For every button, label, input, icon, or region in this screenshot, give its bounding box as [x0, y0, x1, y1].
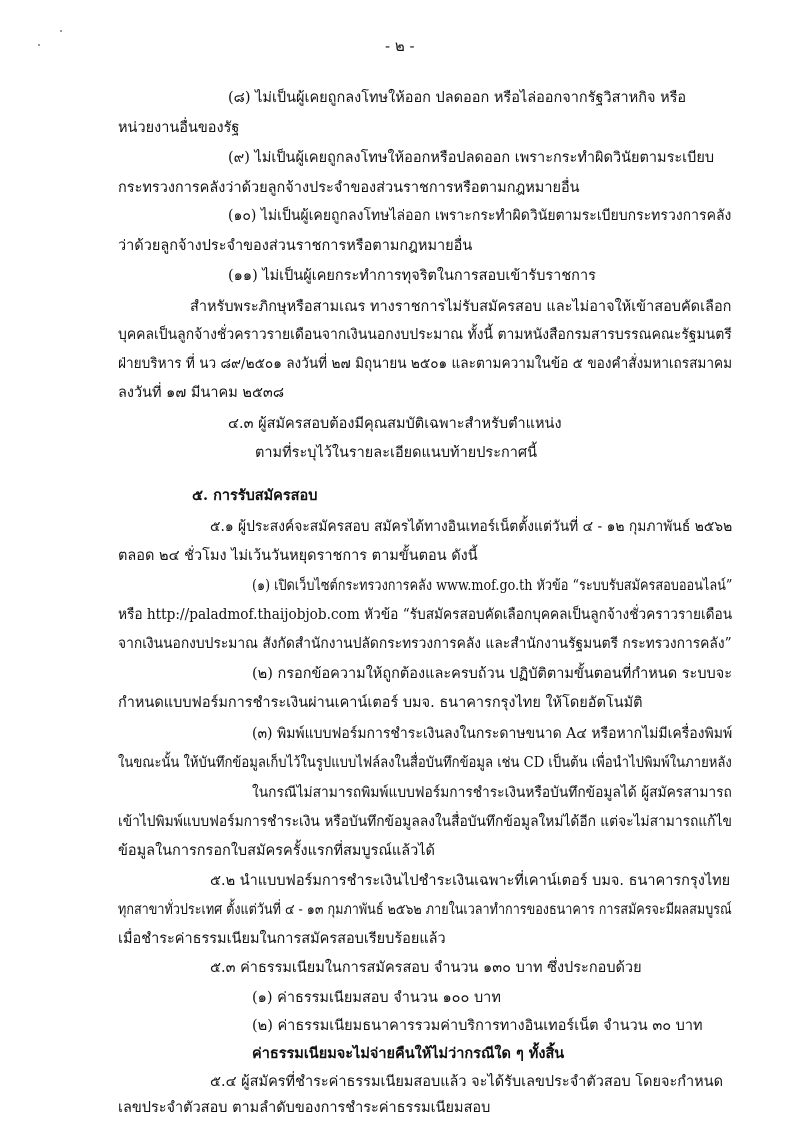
text-line: ๕.๑ ผู้ประสงค์จะสมัครสอบ สมัครได้ทางอินเทอร์เน็ตตั้งแต่วันที่ ๔ - ๑๒ กุมภาพันธ์ ๒๕๖๒ [210, 519, 733, 535]
text-line: กำหนดแบบฟอร์มการชำระเงินผ่านเคาน์เตอร์ บมจ. ธนาคารกรุงไทย ให้โดยอัตโนมัติ [118, 695, 643, 711]
text-line: ตลอด ๒๔ ชั่วโมง ไม่เว้นวันหยุดราชการ ตามขั้นตอน ดังนี้ [118, 548, 478, 564]
text-line: เมื่อชำระค่าธรรมเนียมในการสมัครสอบเรียบร้อยแล้ว [118, 931, 446, 947]
text-line: ๕.๒ นำแบบฟอร์มการชำระเงินไปชำระเงินเฉพาะที่เคาน์เตอร์ บมจ. ธนาคารกรุงไทย [210, 873, 731, 889]
text-line: ฝ่ายบริหาร ที่ นว ๘๙/๒๕๐๑ ลงวันที่ ๒๗ มิถุนายน ๒๕๐๑ และตามความในข้อ ๕ ของคำสั่งมหาเถรสมาคม [118, 356, 733, 372]
text-line: (๑) ค่าธรรมเนียมสอบ จำนวน ๑๐๐ บาท [252, 990, 501, 1006]
scan-speck [38, 44, 40, 46]
notice-line: ค่าธรรมเนียมจะไม่จ่ายคืนให้ไม่ว่ากรณีใด ๆ ทั้งสิ้น [252, 1045, 565, 1062]
text-line: หรือ http://paladmof.thaijobjob.com หัวข้อ “รับสมัครสอบคัดเลือกบุคคลเป็นลูกจ้างชั่วคราวรายเดือน [118, 607, 733, 623]
text-line: (๓) พิมพ์แบบฟอร์มการชำระเงินลงในกระดาษขนาด A๔ หรือหากไม่มีเครื่องพิมพ์ [252, 726, 733, 742]
text-line: ๕.๔ ผู้สมัครที่ชำระค่าธรรมเนียมสอบแล้ว จะได้รับเลขประจำตัวสอบ โดยจะกำหนด [210, 1074, 724, 1090]
text-line: ๔.๓ ผู้สมัครสอบต้องมีคุณสมบัติเฉพาะสำหรับตำแหน่ง [228, 416, 562, 432]
text-line: (๘) ไม่เป็นผู้เคยถูกลงโทษให้ออก ปลดออก หรือไล่ออกจากรัฐวิสาหกิจ หรือ [228, 90, 687, 106]
page-number: - ๒ - [385, 37, 415, 55]
text-line: ทุกสาขาทั่วประเทศ ตั้งแต่วันที่ ๔ - ๑๓ กุมภาพันธ์ ๒๕๖๒ ภายในเวลาทำการของธนาคาร การสมัครจะมีผลสมบูรณ์ [118, 902, 732, 918]
text-line: สำหรับพระภิกษุหรือสามเณร ทางราชการไม่รับสมัครสอบ และไม่อาจให้เข้าสอบคัดเลือก [190, 299, 732, 315]
text-line: ในขณะนั้น ให้บันทึกข้อมูลเก็บไว้ในรูปแบบไฟล์ลงในสื่อบันทึกข้อมูล เช่น CD เป็นต้น เพื่อนำไปพิมพ์ในภายหลัง [118, 755, 732, 771]
text-line: (๑) เปิดเว็บไซต์กระทรวงการคลัง www.mof.go.th หัวข้อ “ระบบรับสมัครสอบออนไลน์” [252, 578, 733, 594]
text-line: (๙) ไม่เป็นผู้เคยถูกลงโทษให้ออกหรือปลดออก เพราะกระทำผิดวินัยตามระเบียบ [228, 150, 715, 166]
text-line: ตามที่ระบุไว้ในรายละเอียดแนบท้ายประกาศนี้ [255, 445, 538, 461]
text-line: (๒) กรอกข้อความให้ถูกต้องและครบถ้วน ปฏิบัติตามขั้นตอนที่กำหนด ระบบจะ [252, 666, 733, 682]
text-line: จากเงินนอกงบประมาณ สังกัดสำนักงานปลัดกระทรวงการคลัง และสำนักงานรัฐมนตรี กระทรวงการคลัง” [118, 636, 732, 652]
text-line: บุคคลเป็นลูกจ้างชั่วคราวรายเดือนจากเงินนอกงบประมาณ ทั้งนี้ ตามหนังสือกรมสารบรรณคณะรัฐมนตรี [118, 327, 732, 343]
text-line: ลงวันที่ ๑๗ มีนาคม ๒๕๓๘ [118, 385, 285, 401]
text-line: หน่วยงานอื่นของรัฐ [118, 120, 240, 136]
text-line: ในกรณีไม่สามารถพิมพ์แบบฟอร์มการชำระเงินหรือบันทึกข้อมูลได้ ผู้สมัครสามารถ [252, 785, 732, 801]
section-heading: ๕. การรับสมัครสอบ [192, 487, 318, 504]
text-line: ข้อมูลในการกรอกใบสมัครครั้งแรกที่สมบูรณ์แล้วได้ [118, 843, 435, 859]
text-line: เข้าไปพิมพ์แบบฟอร์มการชำระเงิน หรือบันทึกข้อมูลลงในสื่อบันทึกข้อมูลใหม่ได้อีก แต่จะไม่สามารถแก้ไข [118, 814, 732, 830]
text-line: (๒) ค่าธรรมเนียมธนาคารรวมค่าบริการทางอินเทอร์เน็ต จำนวน ๓๐ บาท [252, 1018, 703, 1034]
text-line: ๕.๓ ค่าธรรมเนียมในการสมัครสอบ จำนวน ๑๓๐ บาท ซึ่งประกอบด้วย [210, 960, 642, 976]
text-line: เลขประจำตัวสอบ ตามลำดับของการชำระค่าธรรมเนียมสอบ [118, 1100, 491, 1116]
text-line: (๑๐) ไม่เป็นผู้เคยถูกลงโทษไล่ออก เพราะกระทำผิดวินัยตามระเบียบกระทรวงการคลัง [228, 208, 732, 224]
text-line: (๑๑) ไม่เป็นผู้เคยกระทำการทุจริตในการสอบเข้ารับราชการ [228, 268, 596, 284]
text-line: ว่าด้วยลูกจ้างประจำของส่วนราชการหรือตามกฎหมายอื่น [118, 238, 473, 254]
text-line: กระทรวงการคลังว่าด้วยลูกจ้างประจำของส่วนราชการหรือตามกฎหมายอื่น [118, 180, 580, 196]
scan-speck [60, 30, 62, 32]
